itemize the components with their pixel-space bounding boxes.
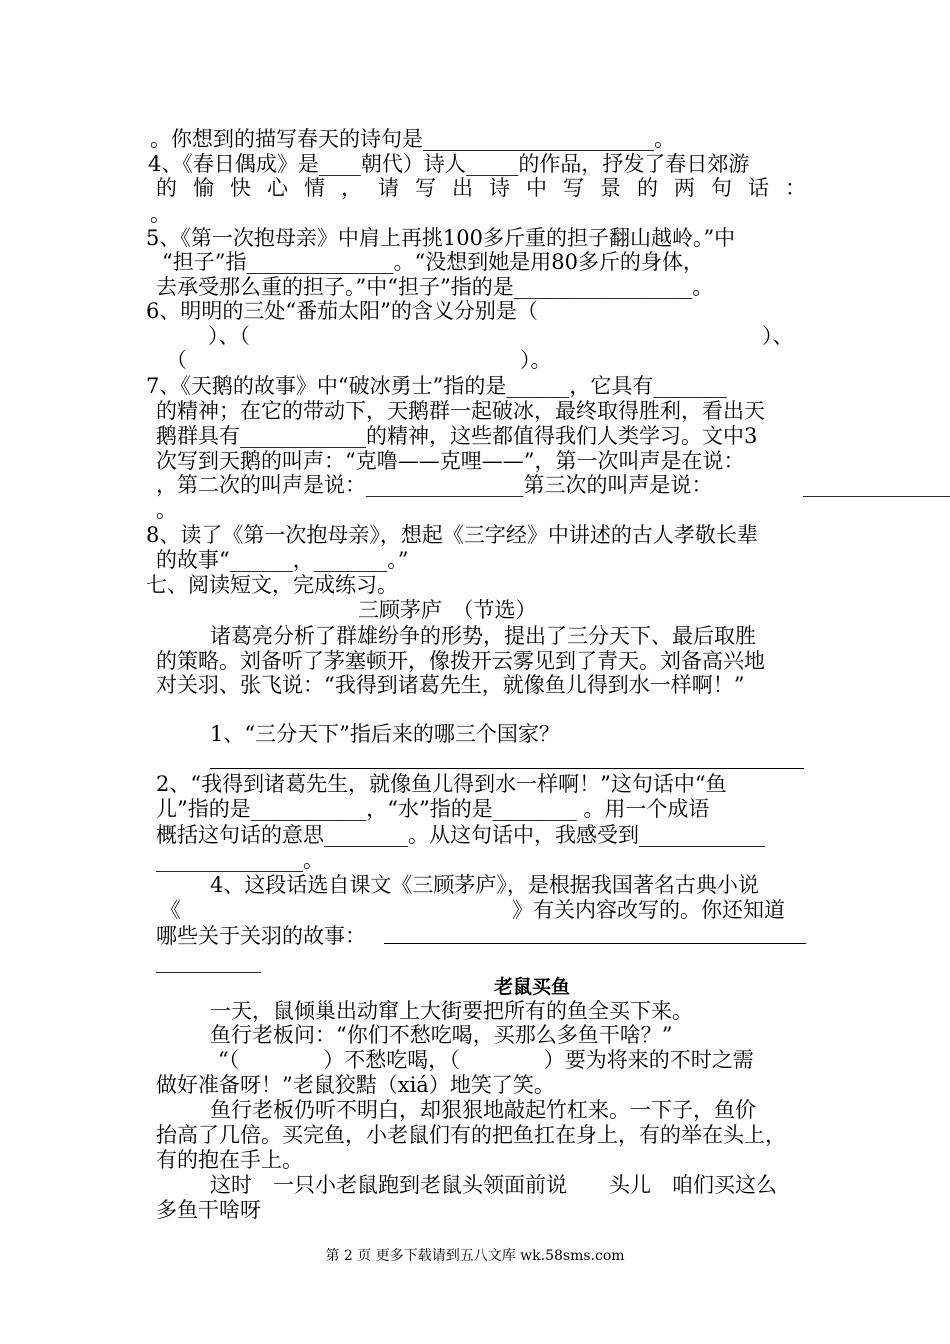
text-line: 的策略。刘备听了茅塞顿开，像拨开云雾见到了青天。刘备高兴地: [156, 649, 765, 673]
text-line: ______________: [803, 473, 950, 497]
text-line: 鱼行老板仍听不明白，却狠狠地敲起竹杠来。一下子，鱼价: [210, 1098, 756, 1122]
text-line: __________: [156, 949, 261, 973]
text-line: 的愉快心情，请写出诗中写景的两句话：: [156, 176, 806, 200]
text-line: ）、（: [208, 324, 250, 348]
text-line: 哪些关于关羽的故事：: [156, 924, 366, 948]
passage-title: 三顾茅庐 （节选）: [358, 598, 537, 622]
answer-line: [384, 943, 806, 944]
text-line: 1、“三分天下”指后来的哪三个国家？: [210, 722, 560, 746]
text-line: 4、《春日偶成》是____朝代）诗人_____的作品，抒发了春日郊游: [148, 152, 750, 176]
text-line: “（ ）不愁吃喝，（ ）要为将来的不时之需: [218, 1048, 754, 1072]
text-line: 抬高了几倍。买完鱼，小老鼠们有的把鱼扛在身上，有的举在头上，: [156, 1123, 786, 1147]
text-line: 《: [160, 898, 181, 922]
section-heading: 七、阅读短文，完成练习。: [146, 573, 398, 597]
text-line: 。: [150, 202, 171, 226]
text-line: 鹅群具有____________的精神，这些都值得我们人类学习。文中3: [156, 424, 758, 448]
text-line: ，第二次的叫声是说：_______________第三次的叫声是说：: [156, 473, 713, 497]
story-title: 老鼠买鱼: [494, 976, 571, 998]
text-line: 有的抱在手上。: [156, 1148, 303, 1172]
text-line: 对关羽、张飞说：“我得到诸葛先生，就像鱼儿得到水一样啊！”: [156, 673, 745, 697]
text-line: 。你想到的描写春天的诗句是______________________。: [150, 127, 675, 151]
text-line: 的故事“______，_______。”: [156, 548, 409, 572]
text-line: （: [166, 348, 187, 372]
text-line: 。: [156, 498, 177, 522]
text-line: ）。: [520, 348, 552, 372]
text-line: 次写到天鹅的叫声：“克噜——克哩——”，第一次叫声是在说：: [156, 449, 745, 473]
text-line: 鱼行老板问：“你们不愁吃喝，买那么多鱼干啥？”: [210, 1023, 673, 1047]
page-footer: 第 2 页 更多下载请到五八文库 wk.58sms.com: [325, 1248, 625, 1264]
text-line: 做好准备呀！”老鼠狡黠（xiá）地笑了笑。: [156, 1073, 555, 1097]
text-line: 诸葛亮分析了群雄纷争的形势，提出了三分天下、最后取胜: [210, 624, 756, 648]
text-line: ______________。: [156, 848, 324, 872]
text-line: 7、《天鹅的故事》中“破冰勇士”指的是______，它具有_______: [146, 374, 727, 398]
text-line: 》有关内容改写的。你还知道: [512, 898, 785, 922]
text-line: 儿”指的是___________，“水”指的是________ 。用一个成语: [156, 797, 710, 821]
text-line: 4、这段话选自课文《三顾茅庐》，是根据我国著名古典小说: [210, 873, 759, 897]
text-line: 一天，鼠倾巢出动窜上大街要把所有的鱼全买下来。: [210, 999, 693, 1023]
answer-line: [210, 768, 804, 769]
text-line: 多鱼干啥呀: [156, 1198, 261, 1222]
text-line: 2、“我得到诸葛先生，就像鱼儿得到水一样啊！”这句话中“鱼: [156, 772, 727, 796]
text-line: 概括这句话的意思________。从这句话中，我感受到____________: [156, 823, 765, 847]
text-line: ）、: [762, 324, 794, 348]
text-line: 8、读了《第一次抱母亲》，想起《三字经》中讲述的古人孝敬长辈: [146, 523, 758, 547]
text-line: 5、《第一次抱母亲》中肩上再挑100多斤重的担子翻山越岭。”中: [146, 226, 736, 250]
text-line: 6、明明的三处“番茄太阳”的含义分别是（: [146, 299, 538, 323]
text-line: “担子”指______________。“没想到她是用80多斤的身体，: [162, 250, 704, 274]
text-line: 去承受那么重的担子。”中“担子”指的是_________________。: [156, 275, 714, 299]
text-line: 这时 一只小老鼠跑到老鼠头领面前说 头儿 咱们买这么: [210, 1173, 777, 1197]
text-line: 的精神；在它的带动下，天鹅群一起破冰，最终取得胜利，看出天: [156, 399, 765, 423]
